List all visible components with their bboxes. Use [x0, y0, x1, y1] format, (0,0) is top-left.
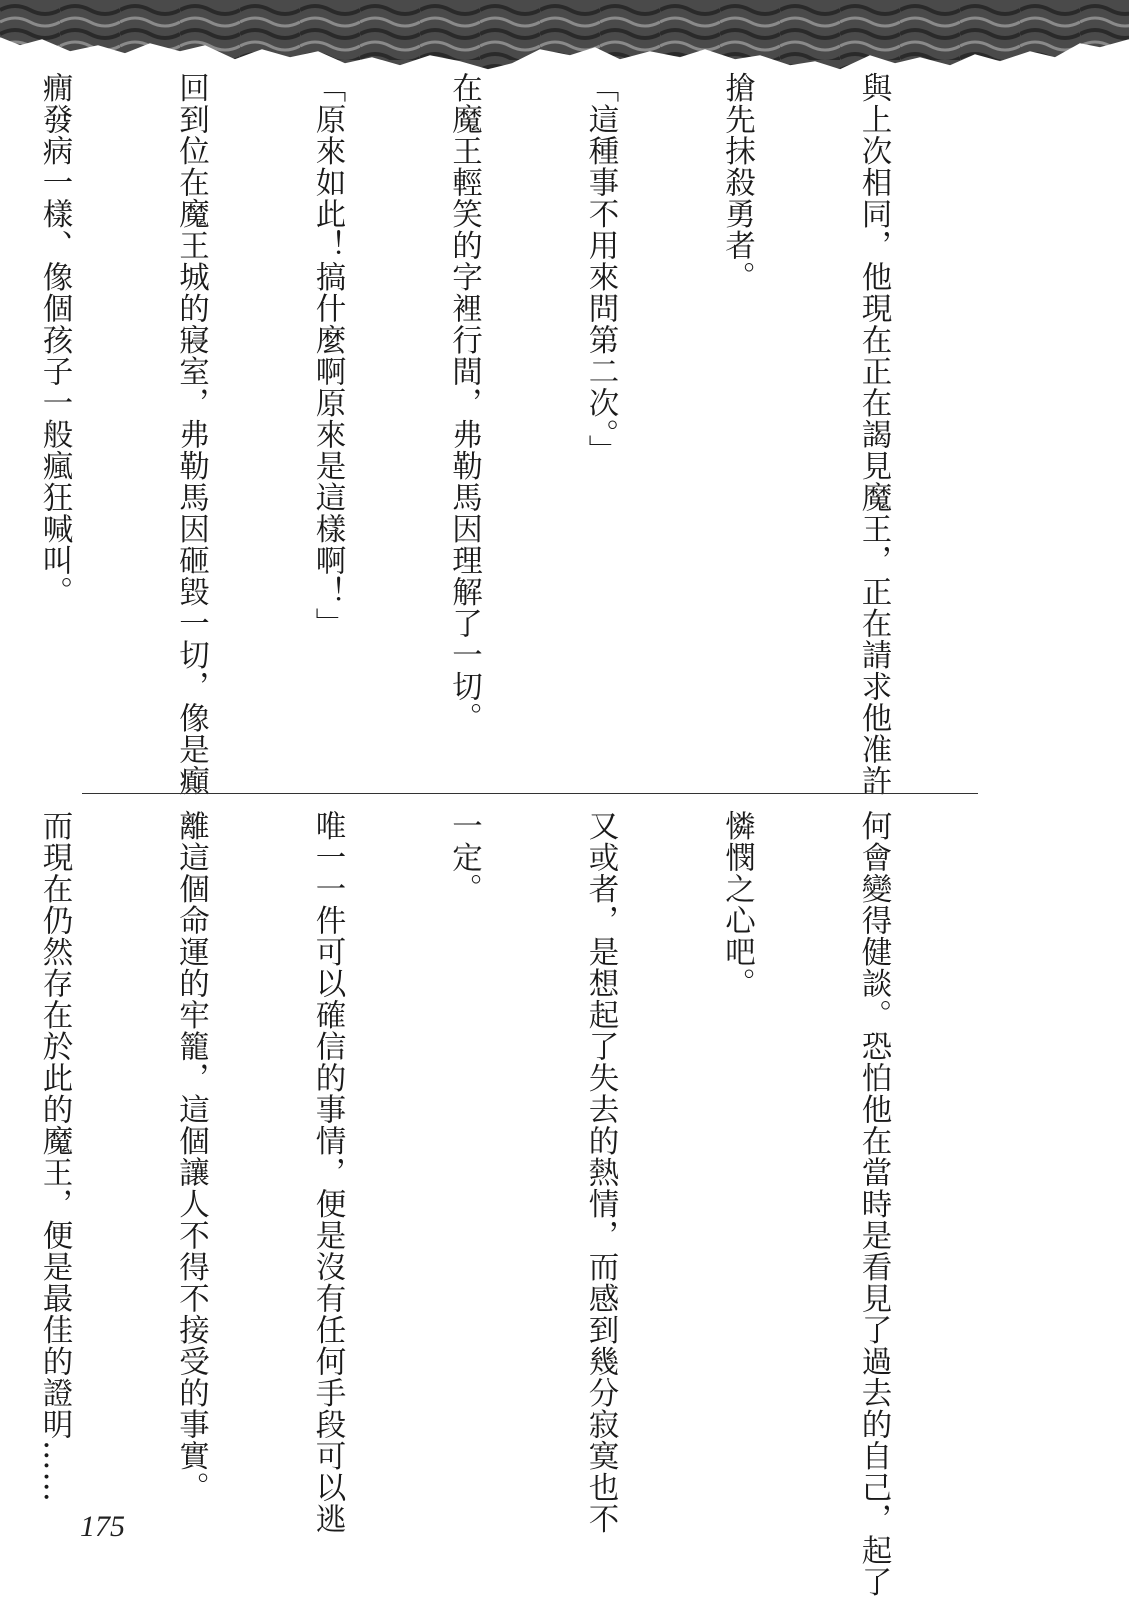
text-column: 一定。: [446, 810, 482, 905]
text-column: 「這種事不用來問第二次。」: [583, 72, 618, 467]
text-column: 何會變得健談。恐怕他在當時是看見了過去的自己，起了: [856, 810, 891, 1598]
text-column: 在魔王輕笑的字裡行間，弗勒馬因理解了一切。: [446, 72, 482, 734]
text-column: 而現在仍然存在於此的魔王，便是最佳的證明……: [37, 810, 72, 1503]
text-column: 唯一一件可以確信的事情，便是沒有任何手段可以逃: [310, 810, 345, 1535]
text-column: 癇發病一樣、像個孩子一般瘋狂喊叫。: [37, 72, 72, 608]
text-column: 憐憫之心吧。: [719, 810, 755, 999]
text-column: 又或者，是想起了失去的熱情，而感到幾分寂寞也不: [583, 810, 618, 1535]
text-column: 回到位在魔王城的寢室，弗勒馬因砸毀一切，像是癲: [173, 72, 209, 797]
text-column: 與上次相同，他現在正在謁見魔王，正在請求他准許: [856, 72, 891, 797]
upper-text-block: [37, 72, 987, 797]
text-column: 「原來如此！搞什麼啊原來是這樣啊！」: [310, 72, 345, 639]
section-divider: [82, 793, 978, 794]
text-column: 搶先抹殺勇者。: [719, 72, 755, 293]
text-column: 離這個命運的牢籠，這個讓人不得不接受的事實。: [173, 810, 209, 1503]
page-number: 175: [80, 1510, 125, 1543]
